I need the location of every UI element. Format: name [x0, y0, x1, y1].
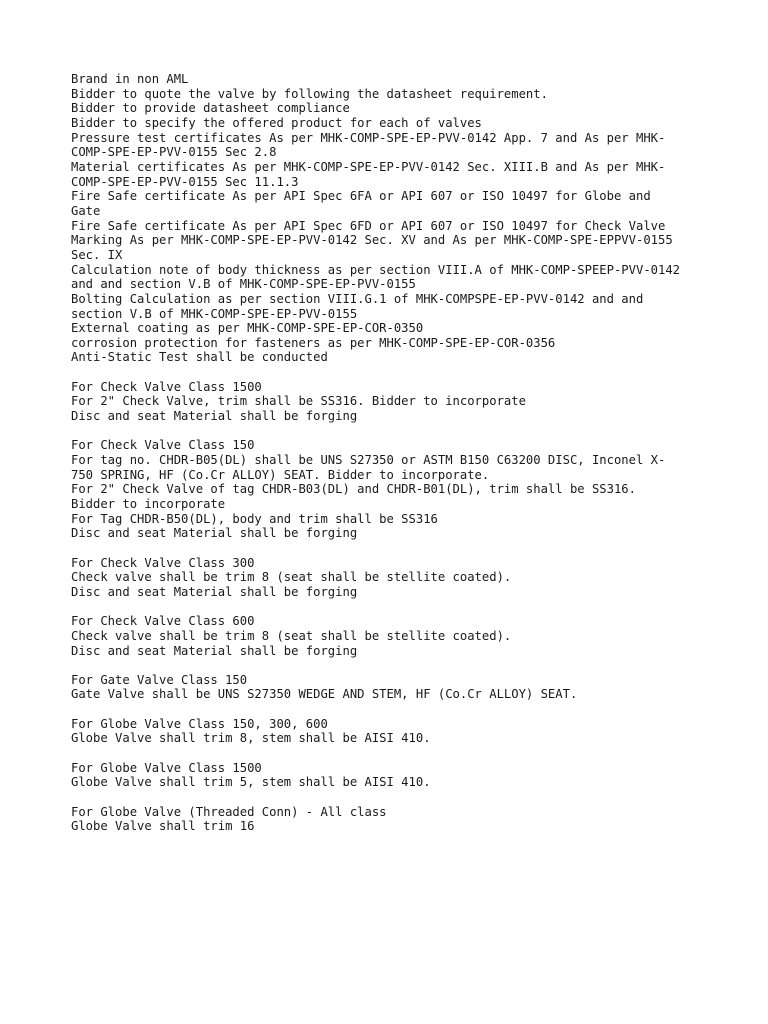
text-line: COMP-SPE-EP-PVV-0155 Sec 11.1.3 — [71, 174, 299, 189]
text-line: Anti-Static Test shall be conducted — [71, 350, 328, 365]
text-line: Disc and seat Material shall be forging — [71, 526, 358, 541]
section-heading: For Check Valve Class 600 — [71, 614, 255, 629]
text-line: For Tag CHDR-B50(DL), body and trim shall be SS316 — [71, 511, 438, 526]
text-line: Fire Safe certificate As per API Spec 6FA or API 607 or ISO 10497 for Globe and — [71, 189, 651, 204]
gate-valve-class-150-block — [71, 673, 731, 702]
text-line: For tag no. CHDR-B05(DL) shall be UNS S27350 or ASTM B150 C63200 DISC, Inconel X- — [71, 453, 666, 468]
general-requirements-block — [71, 72, 731, 365]
text-line: Gate — [71, 203, 101, 218]
text-line: Bidder to provide datasheet compliance — [71, 101, 350, 116]
section-heading: For Check Valve Class 1500 — [71, 379, 262, 394]
text-line: corrosion protection for fasteners as per MHK-COMP-SPE-EP-COR-0356 — [71, 335, 556, 350]
globe-valve-class-1500-block — [71, 761, 731, 790]
text-line: Disc and seat Material shall be forging — [71, 584, 358, 599]
text-line: For 2" Check Valve of tag CHDR-B03(DL) and CHDR-B01(DL), trim shall be SS316. — [71, 482, 636, 497]
section-heading: For Check Valve Class 150 — [71, 438, 255, 453]
text-line: Disc and seat Material shall be forging — [71, 409, 358, 424]
section-heading: For Gate Valve Class 150 — [71, 672, 248, 687]
text-line: External coating as per MHK-COMP-SPE-EP-COR-0350 — [71, 321, 424, 336]
text-line: Gate Valve shall be UNS S27350 WEDGE AND STEM, HF (Co.Cr ALLOY) SEAT. — [71, 687, 578, 702]
text-line: Fire Safe certificate As per API Spec 6FD or API 607 or ISO 10497 for Check Valve — [71, 218, 666, 233]
text-line: Disc and seat Material shall be forging — [71, 643, 358, 658]
section-heading: For Globe Valve Class 150, 300, 600 — [71, 716, 328, 731]
check-valve-class-600-block — [71, 614, 731, 658]
check-valve-class-150-block — [71, 438, 731, 541]
text-line: and and section V.B of MHK-COMP-SPE-EP-PVV-0155 — [71, 277, 416, 292]
section-heading: For Globe Valve Class 1500 — [71, 760, 262, 775]
text-line: Calculation note of body thickness as per section VIII.A of MHK-COMP-SPEEP-PVV-0142 — [71, 262, 681, 277]
text-line: Check valve shall be trim 8 (seat shall be stellite coated). — [71, 570, 512, 585]
section-heading: For Globe Valve (Threaded Conn) - All class — [71, 804, 387, 819]
check-valve-class-300-block — [71, 556, 731, 600]
text-line: Marking As per MHK-COMP-SPE-EP-PVV-0142 Sec. XV and As per MHK-COMP-SPE-EPPVV-0155 — [71, 233, 673, 248]
text-line: section V.B of MHK-COMP-SPE-EP-PVV-0155 — [71, 306, 358, 321]
text-line: For 2" Check Valve, trim shall be SS316. Bidder to incorporate — [71, 394, 526, 409]
document-page — [71, 72, 731, 849]
section-heading: For Check Valve Class 300 — [71, 555, 255, 570]
text-line: Check valve shall be trim 8 (seat shall be stellite coated). — [71, 628, 512, 643]
text-line: Globe Valve shall trim 8, stem shall be AISI 410. — [71, 731, 431, 746]
text-line: COMP-SPE-EP-PVV-0155 Sec 2.8 — [71, 145, 277, 160]
text-line: Bidder to quote the valve by following the datasheet requirement. — [71, 86, 548, 101]
text-line: Globe Valve shall trim 5, stem shall be AISI 410. — [71, 775, 431, 790]
text-line: Bolting Calculation as per section VIII.G.1 of MHK-COMPSPE-EP-PVV-0142 and and — [71, 291, 644, 306]
text-line: Pressure test certificates As per MHK-COMP-SPE-EP-PVV-0142 App. 7 and As per MHK- — [71, 130, 666, 145]
check-valve-class-1500-block — [71, 380, 731, 424]
text-line: 750 SPRING, HF (Co.Cr ALLOY) SEAT. Bidder to incorporate. — [71, 467, 490, 482]
text-line: Brand in non AML — [71, 72, 189, 86]
text-line: Sec. IX — [71, 247, 123, 262]
text-line: Bidder to incorporate — [71, 497, 226, 511]
text-line: Bidder to specify the offered product for each of valves — [71, 115, 482, 130]
text-line: Globe Valve shall trim 16 — [71, 819, 255, 834]
globe-valve-threaded-block — [71, 805, 731, 834]
text-line: Material certificates As per MHK-COMP-SPE-EP-PVV-0142 Sec. XIII.B and As per MHK- — [71, 159, 666, 174]
globe-valve-class-150-300-600-block — [71, 717, 731, 746]
